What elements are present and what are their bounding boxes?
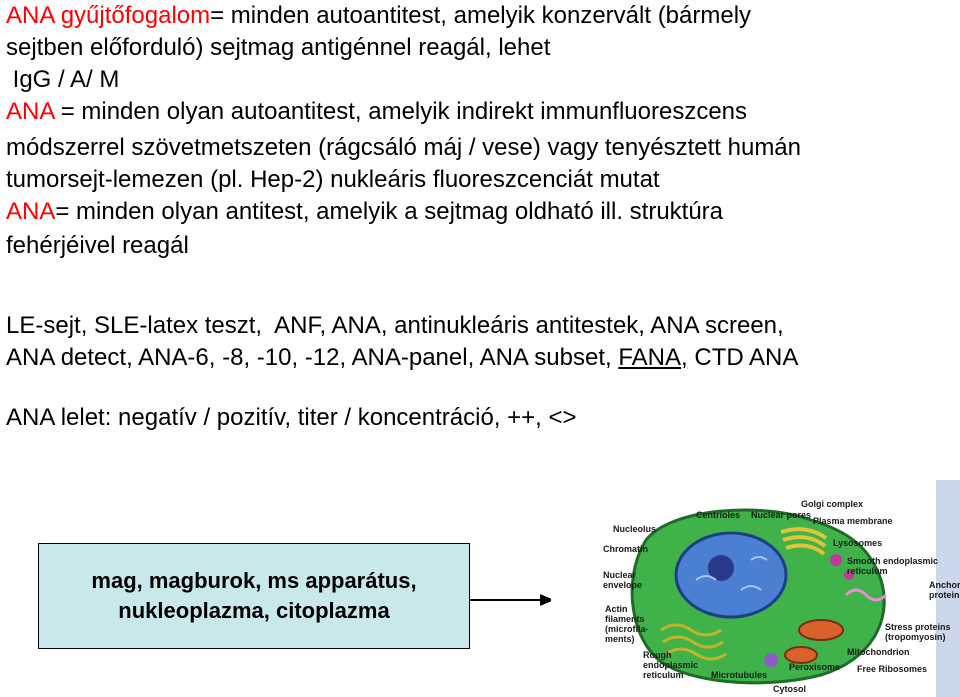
label-actin: Actin <box>605 604 628 614</box>
label-rough-er: Rough <box>643 650 672 660</box>
label-microtubules: Microtubules <box>711 670 768 680</box>
label-actin3: (microfila- <box>605 624 649 634</box>
label-actin2: filaments <box>605 614 645 624</box>
para1-line3: IgG / A/ M <box>6 66 120 93</box>
synonyms-line2 <box>6 344 798 372</box>
label-smooth-er: Smooth endoplasmic <box>847 556 939 566</box>
mitochondrion-shape <box>799 620 843 640</box>
component-box <box>38 543 470 649</box>
synonyms-line2-start: ANA detect, ANA-6, -8, -10, -12, ANA-panel, ANA subset, <box>6 344 619 371</box>
label-cytosol: Cytosol <box>773 684 807 694</box>
label-stress: Stress proteins <box>885 622 951 632</box>
label-smooth-er2: reticulum <box>847 566 888 576</box>
label-peroxisome: Peroxisome <box>789 662 841 672</box>
label-anchor2: protein <box>929 590 960 600</box>
lysosome-shape <box>830 554 842 566</box>
para3-line1 <box>6 198 723 226</box>
label-nucleolus: Nucleolus <box>613 524 657 534</box>
para1-line1 <box>6 2 751 30</box>
label-rough-er3: reticulum <box>643 670 684 680</box>
para2-line3: tumorsejt-lemezen (pl. Hep-2) nukleáris fluoreszcenciát mutat <box>6 166 660 193</box>
cell-diagram-svg <box>551 480 960 697</box>
label-nuclear-pores: Nuclear pores <box>751 510 812 520</box>
synonyms-line2-end: CTD ANA <box>687 344 799 371</box>
label-golgi: Golgi complex <box>801 499 864 509</box>
para2-line2: módszerrel szövetmetszeten (rágcsáló máj / vese) vagy tenyésztett humán <box>6 134 801 161</box>
label-free-ribosomes: Free Ribosomes <box>857 664 928 674</box>
box-line1: mag, magburok, ms apparátus, <box>91 568 417 593</box>
peroxisome-shape <box>764 653 778 667</box>
arrow-icon <box>470 590 555 610</box>
para1-line1-text: = minden autoantitest, amelyik konzervált (bármely <box>210 2 752 29</box>
para2-line1-text: = minden olyan autoantitest, amelyik indirekt immunfluoreszcens <box>54 98 748 125</box>
result-line: ANA lelet: negatív / pozitív, titer / koncentráció, ++, <> <box>6 404 577 431</box>
synonyms-line1: LE-sejt, SLE-latex teszt, ANF, ANA, antinukleáris antitestek, ANA screen, <box>6 312 784 339</box>
label-chromatin: Chromatin <box>603 544 648 554</box>
para3-term: ANA <box>6 198 56 225</box>
cell-diagram <box>551 480 960 697</box>
para2-line1 <box>6 98 747 126</box>
synonyms-fana: FANA, <box>618 344 688 371</box>
label-stress2: (tropomyosin) <box>885 632 946 642</box>
para1-term: ANA gyűjtőfogalom <box>6 2 211 29</box>
label-plasma-membrane: Plasma membrane <box>813 516 893 526</box>
para2-term: ANA <box>6 98 55 125</box>
label-centrioles: Centrioles <box>696 510 741 520</box>
box-line2: nukleoplazma, citoplazma <box>118 598 390 623</box>
label-mitochondrion: Mitochondrion <box>847 647 910 657</box>
label-actin4: ments) <box>605 634 635 644</box>
label-nuclear-envelope2: envelope <box>603 580 643 590</box>
para1-line2: sejtben előforduló) sejtmag antigénnel reagál, lehet <box>6 34 551 61</box>
label-lysosomes: Lysosomes <box>833 538 883 548</box>
para3-line2: fehérjéivel reagál <box>6 232 189 259</box>
label-anchor: Anchor <box>929 580 960 590</box>
label-nuclear-envelope: Nuclear <box>603 570 637 580</box>
label-rough-er2: endoplasmic <box>643 660 699 670</box>
para3-line1-text: = minden olyan antitest, amelyik a sejtmag oldható ill. struktúra <box>55 198 724 225</box>
